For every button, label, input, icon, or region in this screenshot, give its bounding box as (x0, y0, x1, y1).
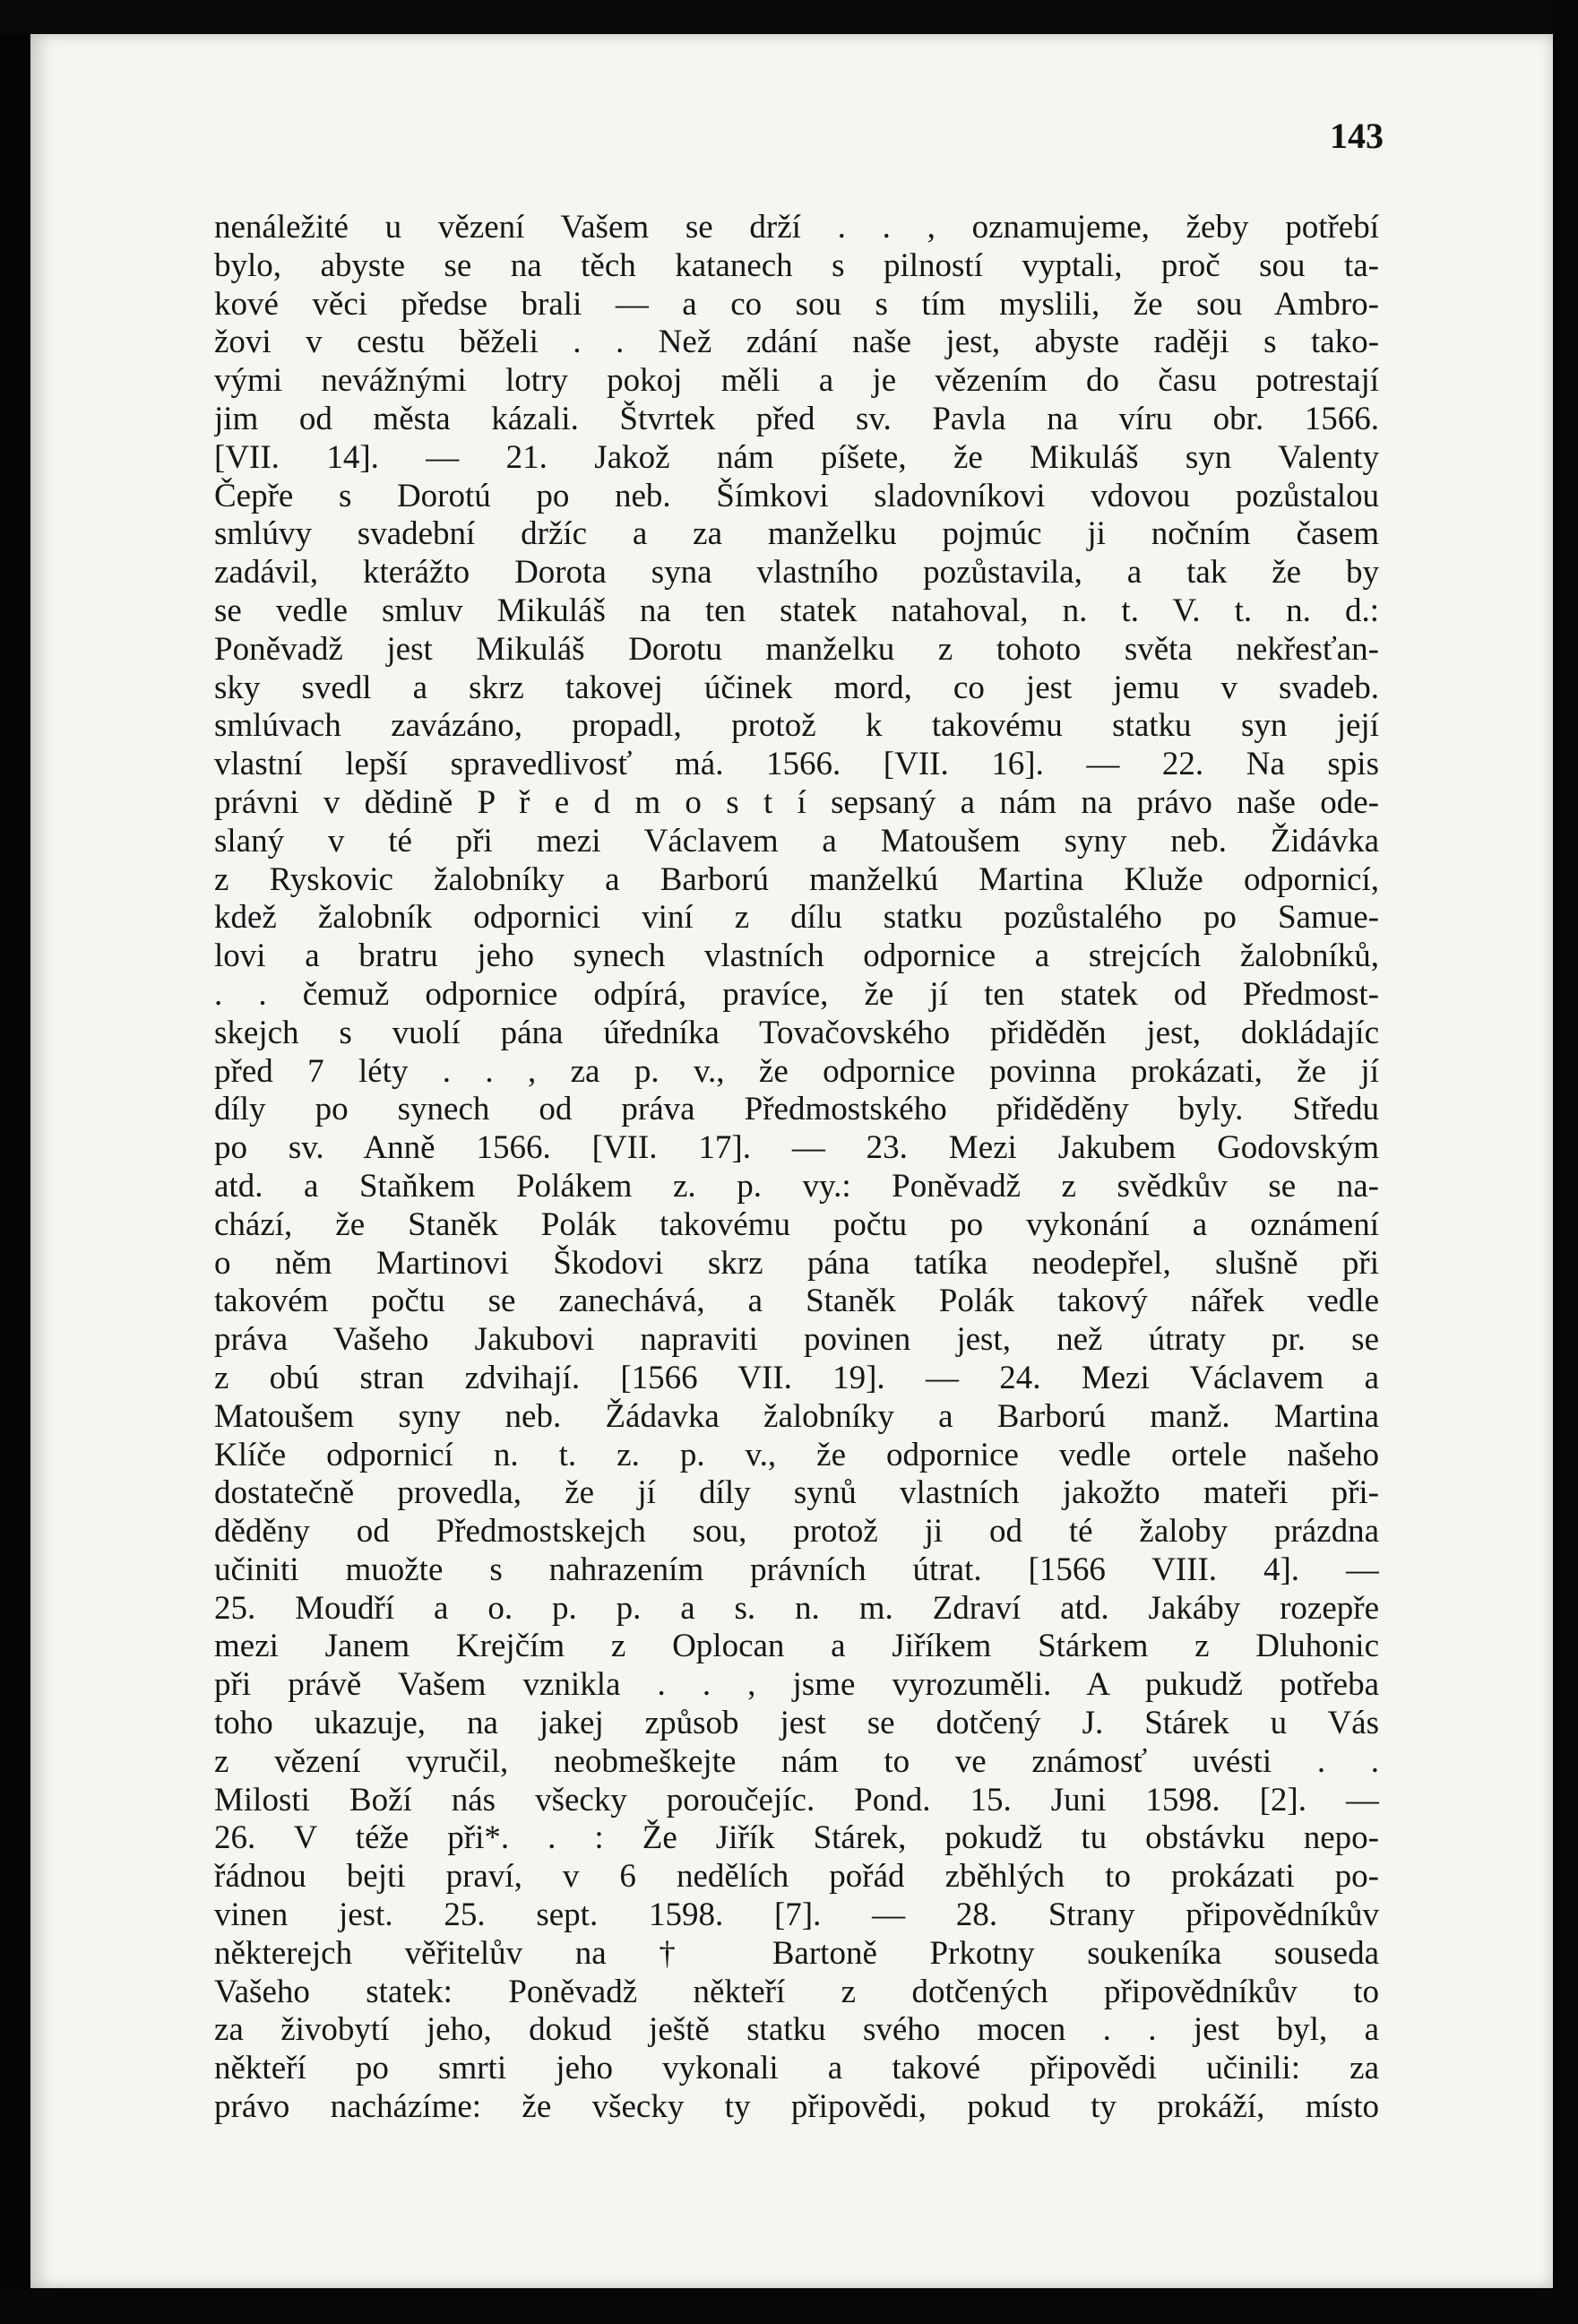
text-line: toho ukazuje, na jakej způsob jest se dotčený J. Stárek u Vás (214, 1705, 1379, 1742)
text-line: chází, že Staněk Polák takovému počtu po vykonání a oznámení (214, 1205, 1379, 1243)
text-line: díly po synech od práva Předmostského přiděděny byly. Středu (214, 1091, 1379, 1128)
text-line: právo nacházíme: že všecky ty připovědi, pokud ty prokáží, místo (214, 2088, 1379, 2126)
scan-border-left (0, 0, 30, 2324)
text-line: z Ryskovic žalobníky a Barború manželkú Martina Kluže odpornicí, (214, 860, 1379, 898)
text-line: po sv. Anně 1566. [VII. 17]. — 23. Mezi Jakubem Godovským (214, 1129, 1379, 1167)
text-line: někteří po smrti jeho vykonali a takové připovědi učinili: za (214, 2050, 1379, 2087)
text-line: jim od města kázali. Štvrtek před sv. Pavla na víru obr. 1566. (214, 400, 1379, 437)
text-line: při právě Vašem vznikla . . , jsme vyrozuměli. A pukudž potřeba (214, 1666, 1379, 1704)
text-line: kové věci předse brali — a co sou s tím myslili, že sou Ambro- (214, 285, 1379, 323)
scan-border-bottom (0, 2288, 1578, 2324)
text-line: smlúvy svadební držíc a za manželku pojmúc ji nočním časem (214, 515, 1379, 553)
text-line: vými nevážnými lotry pokoj měli a je vězením do času potrestají (214, 362, 1379, 400)
text-line: Milosti Boží nás všecky poroučejíc. Pond. 15. Juni 1598. [2]. — (214, 1781, 1379, 1819)
book-page (30, 34, 1553, 2288)
text-line: Vašeho statek: Poněvadž někteří z dotčených připovědníkův to (214, 1973, 1379, 2010)
text-line: práva Vašeho Jakubovi napraviti povinen jest, než útraty pr. se (214, 1321, 1379, 1359)
text-line: sky svedl a skrz takovej účinek mord, co jest jemu v svadeb. (214, 669, 1379, 706)
text-line: bylo, abyste se na těch katanech s pilností vyptali, proč sou ta- (214, 246, 1379, 284)
text-line: . . čemuž odpornice odpírá, pravíce, že jí ten statek od Předmost- (214, 975, 1379, 1013)
text-line: před 7 léty . . , za p. v., že odpornice povinna prokázati, že jí (214, 1052, 1379, 1090)
text-line: atd. a Staňkem Polákem z. p. vy.: Poněvadž z svědkův se na- (214, 1167, 1379, 1205)
text-line: [VII. 14]. — 21. Jakož nám píšete, že Mikuláš syn Valenty (214, 438, 1379, 476)
text-line: nenáležité u vězení Vašem se drží . . , oznamujeme, žeby potřebí (214, 209, 1379, 246)
text-line: některejch věřitelův na † Bartoně Prkotny soukeníka souseda (214, 1934, 1379, 1972)
text-line: za živobytí jeho, dokud ještě statku svého mocen . . jest byl, a (214, 2011, 1379, 2049)
text-line: z vězení vyručil, neobmeškejte nám to ve známosť uvésti . . (214, 1742, 1379, 1780)
text-line: 25. Moudří a o. p. p. a s. n. m. Zdraví atd. Jakáby rozepře (214, 1589, 1379, 1627)
scan-border-right (1553, 0, 1578, 2324)
text-line: lovi a bratru jeho synech vlastních odpornice a strejcích žalobníků, (214, 937, 1379, 975)
text-line: řádnou bejti praví, v 6 nedělích pořád zběhlých to prokázati po- (214, 1858, 1379, 1896)
text-line: zadávil, kterážto Dorota syna vlastního pozůstavila, a tak že by (214, 554, 1379, 592)
text-line: děděny od Předmostskejch sou, protož ji od té žaloby prázdna (214, 1513, 1379, 1551)
text-line: Poněvadž jest Mikuláš Dorotu manželku z tohoto světa nekřesťan- (214, 630, 1379, 668)
text-line: Čepře s Dorotú po neb. Šímkovi sladovníkovi vdovou pozůstalou (214, 477, 1379, 514)
text-line: 26. V téže při*. . : Že Jiřík Stárek, pokudž tu obstávku nepo- (214, 1819, 1379, 1857)
text-line: kdež žalobník odpornici viní z dílu statku pozůstalého po Samue- (214, 899, 1379, 937)
text-line: vlastní lepší spravedlivosť má. 1566. [VII. 16]. — 22. Na spis (214, 746, 1379, 783)
text-line: žovi v cestu běželi . . Než zdání naše jest, abyste raději s tako- (214, 324, 1379, 361)
text-line: právni v dědině P ř e d m o s t í sepsaný a nám na právo naše ode- (214, 783, 1379, 821)
text-line: mezi Janem Krejčím z Oplocan a Jiříkem Stárkem z Dluhonic (214, 1628, 1379, 1665)
text-line: skejch s vuolí pána úředníka Tovačovského přiděděn jest, dokládajíc (214, 1014, 1379, 1051)
text-line: smlúvach zavázáno, propadl, protož k takovému statku syn její (214, 707, 1379, 745)
page-body-text (214, 209, 1379, 2127)
text-line: takovém počtu se zanechává, a Staněk Polák takový nářek vedle (214, 1283, 1379, 1320)
text-line: Klíče odpornicí n. t. z. p. v., že odpornice vedle ortele našeho (214, 1436, 1379, 1473)
text-line: dostatečně provedla, že jí díly synů vlastních jakožto mateři při- (214, 1474, 1379, 1512)
text-line: učiniti muožte s nahrazením právních útrat. [1566 VIII. 4]. — (214, 1551, 1379, 1588)
text-line: slaný v té při mezi Václavem a Matoušem syny neb. Židávka (214, 822, 1379, 860)
text-line: z obú stran zdvihají. [1566 VII. 19]. — 24. Mezi Václavem a (214, 1359, 1379, 1396)
text-line: vinen jest. 25. sept. 1598. [7]. — 28. Strany připovědníkův (214, 1896, 1379, 1934)
page-number: 143 (1330, 116, 1384, 156)
scan-border-top (0, 0, 1578, 34)
text-line: Matoušem syny neb. Žádavka žalobníky a Barború manž. Martina (214, 1397, 1379, 1435)
text-line: o něm Martinovi Škodovi skrz pána tatíka neodepřel, slušně při (214, 1244, 1379, 1282)
text-line: se vedle smluv Mikuláš na ten statek natahoval, n. t. V. t. n. d.: (214, 592, 1379, 629)
